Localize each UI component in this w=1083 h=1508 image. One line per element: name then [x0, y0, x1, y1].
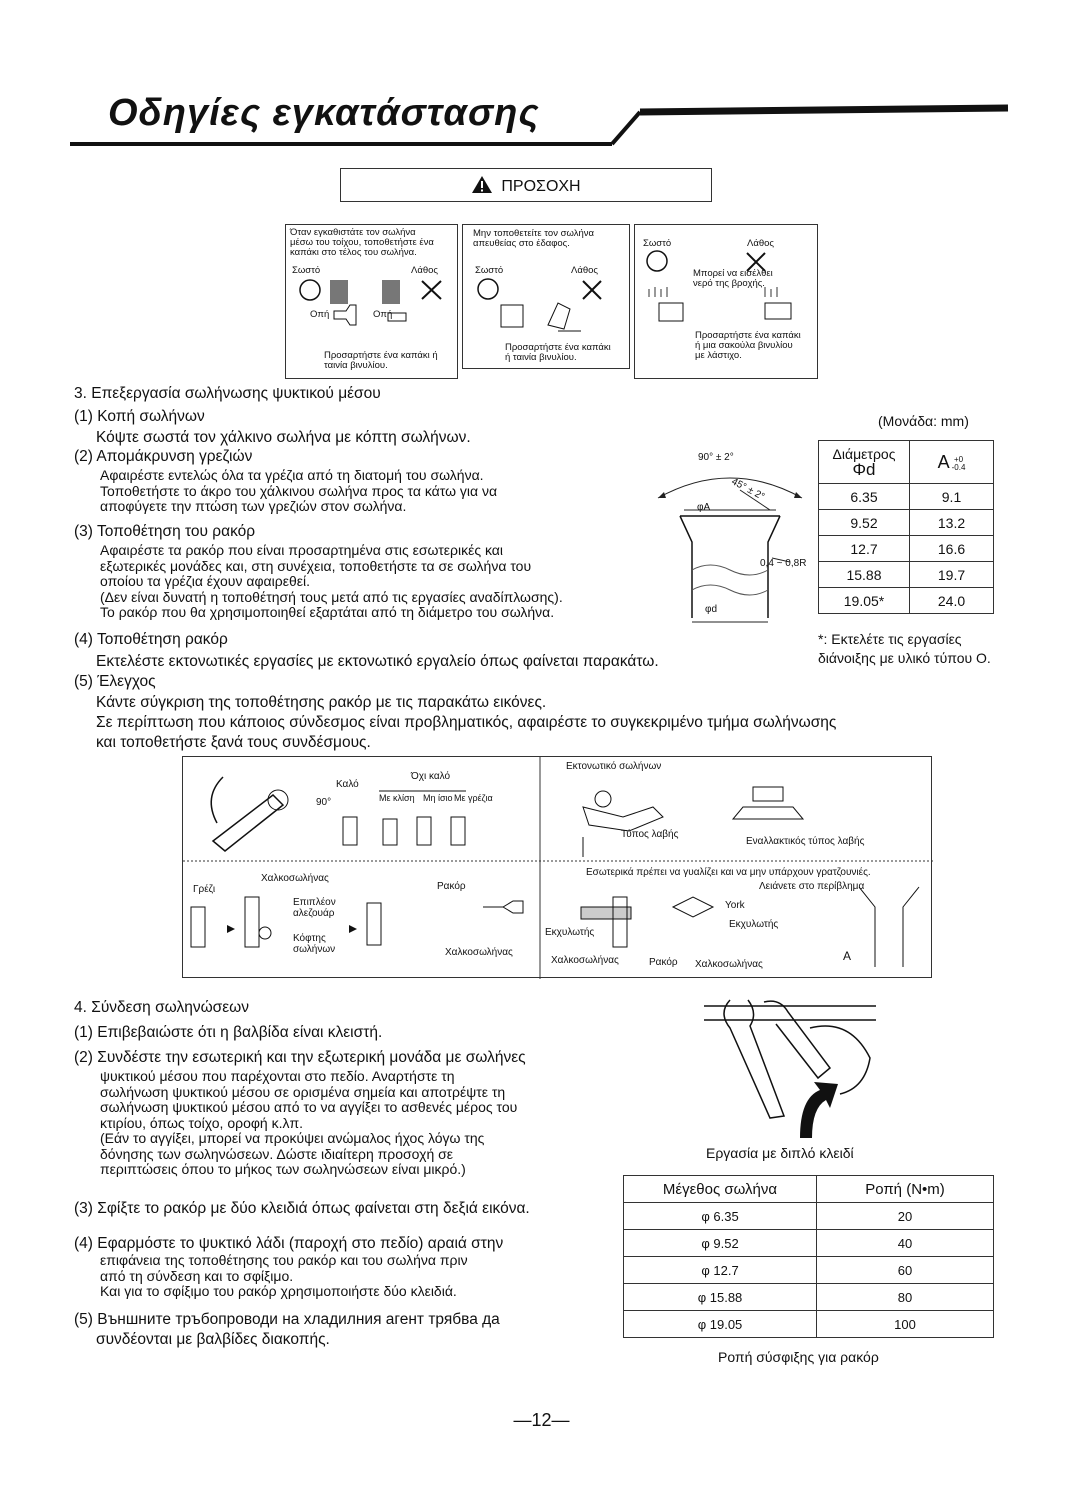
angle-top-label: 90° ± 2° — [698, 452, 734, 463]
table-cell: φ 6.35 — [624, 1203, 817, 1230]
table-cell: 6.35 — [819, 484, 910, 510]
table-cell: 60 — [817, 1257, 994, 1284]
caution-box-ground — [462, 224, 630, 369]
table-cell: φ 15.88 — [624, 1284, 817, 1311]
table-cell: φ 9.52 — [624, 1230, 817, 1257]
uneven-label: Μη ίσιο — [423, 793, 453, 803]
table-cell: 80 — [817, 1284, 994, 1311]
table-cell: 12.7 — [819, 536, 910, 562]
s4-4-text: επιφάνεια της τοποθέτησης του ρακόρ και του σωλήνα πριν από τη σύνδεση και το σφίξιμο. Και για το σφίξιμο του ρακόρ χρησιμοποιήστε δύο κλειδιά. — [100, 1252, 468, 1299]
copper-pipe-label: Χαλκοσωλήνας — [261, 873, 329, 884]
page-title: Οδηγίες εγκατάστασης — [108, 92, 540, 134]
flaring-illustrations — [182, 756, 932, 978]
section4-heading: 4. Σύνδεση σωληνώσεων — [74, 999, 249, 1016]
copper-pipe2-label: Χαλκοσωλήνας — [445, 947, 513, 958]
s3-4-text: Εκτελέστε εκτονωτικές εργασίες με εκτονωτικό εργαλείο όπως φαίνεται παρακάτω. — [96, 653, 659, 670]
smooth-label: Λειάνετε στο περίβλημα — [759, 881, 865, 892]
york-label: York — [725, 900, 745, 911]
radius-label: 0,4 ~ 0,8R — [760, 558, 807, 569]
alt-clutch-label: Εναλλακτικός τύπος λαβής — [746, 836, 865, 847]
phiA-label: φA — [697, 502, 711, 513]
box1-note: Προσαρτήστε ένα καπάκι ή ταινία βινυλίου. — [324, 350, 438, 371]
box1-hole2: Οπή — [373, 309, 393, 320]
warning-icon — [471, 175, 493, 194]
caution-box-rain — [634, 224, 818, 379]
box2-wrong: Λάθος — [571, 265, 598, 276]
flare-dimension-diagram — [640, 450, 820, 628]
s3-5-text: Κάντε σύγκριση της τοποθέτησης ρακόρ με τις παρακάτω εικόνες. Σε περίπτωση που κάποιος σύνδεσμος είναι προβληματικός, αφαιρέστε το συγκεκριμένο τμήμα σωλήνωσης και τοποθετήστε ξανά τους συνδέσμους. — [96, 694, 837, 751]
deg90-label: 90° — [316, 797, 332, 808]
col-diameter-header: Διάμετρος Φd — [819, 441, 910, 484]
s4-1: (1) Επιβεβαιώστε ότι η βαλβίδα είναι κλειστή. — [74, 1024, 383, 1041]
box3-wrong: Λάθος — [747, 238, 774, 249]
table-cell: 20 — [817, 1203, 994, 1230]
torque-caption: Ροπή σύσφιξης για ρακόρ — [718, 1349, 879, 1365]
page-number: —12— — [513, 1410, 570, 1430]
box3-note: Προσαρτήστε ένα καπάκι ή μια σακούλα βινυλίου με λάστιχο. — [695, 330, 801, 361]
s3-1-text: Κόψτε σωστά τον χάλκινο σωλήνα με κόπτη σωλήνων. — [96, 429, 471, 446]
caution-banner — [340, 168, 712, 202]
s4-4-title: (4) Εφαρμόστε το ψυκτικό λάδι (παροχή στο πεδίο) αραιά στην — [74, 1235, 504, 1252]
s3-5-title: (5) Έλεγχος — [74, 673, 156, 690]
s3-4-title: (4) Τοποθέτηση ρακόρ — [74, 631, 228, 648]
table-cell: 9.1 — [910, 484, 994, 510]
box2-correct: Σωστό — [475, 265, 504, 276]
box3-correct: Σωστό — [643, 238, 672, 249]
inside-note-label: Εσωτερικά πρέπει να γυαλίζει και να μην υπάρχουν γρατζουνιές. — [586, 867, 871, 878]
box1-text: Όταν εγκαθιστάτε τον σωλήνα μέσω του τοίχου, τοποθετήστε ένα καπάκι στο τέλος του σωλήνα. — [290, 227, 434, 258]
flaring-tool-label: Εκτονωτικό σωλήνων — [566, 761, 662, 772]
s4-3: (3) Σφίξτε το ρακόρ με δύο κλειδιά όπως φαίνεται στη δεξιά εικόνα. — [74, 1200, 530, 1217]
pipe-wall-illustration — [286, 275, 458, 335]
pipe-ground-illustration — [463, 275, 631, 335]
table-cell: 19.7 — [910, 562, 994, 588]
burr-label: Γρέζι — [193, 884, 216, 895]
not-good-label: Όχι καλό — [411, 771, 451, 782]
slanted-label: Με κλίση — [379, 793, 415, 803]
table-cell: 100 — [817, 1311, 994, 1338]
copper3-label: Χαλκοσωλήνας — [551, 955, 619, 966]
s3-1-title: (1) Κοπή σωλήνων — [74, 408, 205, 425]
expander2-label: Εκχυλωτής — [545, 927, 595, 938]
box2-text: Μην τοποθετείτε τον σωλήνα απευθείας στο έδαφος. — [473, 228, 594, 249]
flare-dimension-table — [818, 440, 994, 614]
table-footnote: *: Εκτελέτε τις εργασίες διάνοιξης με υλικό τύπου Ο. — [818, 631, 991, 666]
expander-label: Εκχυλωτής — [729, 919, 779, 930]
caution-box-wall — [285, 224, 458, 379]
table-cell: 15.88 — [819, 562, 910, 588]
wrench-caption: Εργασία με διπλό κλειδί — [706, 1145, 854, 1161]
burrs-label: Με γρέζια — [454, 793, 493, 803]
table-cell: 24.0 — [910, 588, 994, 614]
copper4-label: Χαλκοσωλήνας — [695, 959, 763, 970]
table-cell: 40 — [817, 1230, 994, 1257]
s4-5-text: συνδέονται με βαλβίδες διακοπής. — [96, 1331, 330, 1348]
a-label: A — [843, 949, 852, 963]
good-label: Καλό — [336, 779, 359, 790]
torque-col-torque: Ροπή (N•m) — [817, 1176, 994, 1203]
box3-rain: Μπορεί να εισέλθει νερό της βροχής. — [693, 268, 773, 289]
col-a-header: A +0 -0.4 — [910, 441, 994, 484]
s3-3-title: (3) Τοποθέτηση του ρακόρ — [74, 523, 256, 540]
torque-col-size: Μέγεθος σωλήνα — [624, 1176, 817, 1203]
s3-2-text: Αφαιρέστε εντελώς όλα τα γρέζια από τη διατομή του σωλήνα. Τοποθετήστε το άκρο του χάλκινου σωλήνα προς τα κάτω για να αποφύγετε την πτώση των γρεζιών στον σωλήνα. — [100, 467, 498, 514]
box1-hole1: Οπή — [310, 309, 330, 320]
table-cell: φ 19.05 — [624, 1311, 817, 1338]
box1-wrong: Λάθος — [411, 265, 438, 276]
s4-2-title: (2) Συνδέστε την εσωτερική και την εξωτερική μονάδα με σωλήνες — [74, 1049, 526, 1066]
angle-side-label: 45° ± 2° — [729, 476, 767, 503]
table-cell: 19.05* — [819, 588, 910, 614]
flare-nut-label: Ρακόρ — [437, 881, 466, 892]
header-rule — [0, 0, 1083, 160]
s4-5-title: (5) Външните тръбопроводи на хладилния агент трябва да — [74, 1311, 500, 1328]
box2-note: Προσαρτήστε ένα καπάκι ή ταινία βινυλίου. — [505, 342, 611, 363]
section3-heading: 3. Επεξεργασία σωλήνωσης ψυκτικού μέσου — [74, 385, 381, 402]
table-cell: 13.2 — [910, 510, 994, 536]
clutch-type-label: Τύπος λαβής — [621, 829, 679, 840]
s3-2-title: (2) Απομάκρυνση γρεζιών — [74, 448, 253, 465]
table-cell: 16.6 — [910, 536, 994, 562]
double-wrench-illustration — [700, 998, 880, 1143]
caution-label: ΠΡΟΣΟΧΗ — [501, 178, 581, 195]
phid-label: φd — [705, 604, 718, 615]
s3-3-text: Αφαιρέστε τα ρακόρ που είναι προσαρτημένα στις εσωτερικές και εξωτερικές μονάδες και, στη συνέχεια, τοποθετήστε τα σε σωλήνα του οποίου τα γρέζια έχουν αφαιρεθεί. (Δεν είναι δυνατή η τοποθέτησή τους μετά από τις εργασίες αναδίπλωσης). Το ρακόρ που θα χρησιμοποιηθεί εξαρτάται από τη διάμετρο του σωλήνα. — [100, 542, 563, 620]
s4-2-text: ψυκτικού μέσου που παρέχονται στο πεδίο. Αναρτήστε τη σωλήνωση ψυκτικού μέσου σε ορισμένα σημεία και αποτρέψτε τη σωλήνωση ψυκτικού μέσου από το να αγγίξει το ασθενές μέρος του κτιρίου, όπως τοίχο, οροφή κ.λπ. (Εάν το αγγίξει, μπορεί να προκύψει ανώμαλος ήχος λόγω της δόνησης των σωληνώσεων. Δώστε ιδιαίτερη προσοχή σε περιπτώσεις όπου το μήκος των σωληνώσεων είναι μικρό.) — [100, 1068, 518, 1177]
table-cell: φ 12.7 — [624, 1257, 817, 1284]
nut3-label: Ρακόρ — [649, 957, 678, 968]
torque-table — [623, 1175, 994, 1338]
box1-correct: Σωστό — [292, 265, 321, 276]
unit-label: (Μονάδα: mm) — [878, 413, 969, 429]
pipe-cutter-label: Κόφτης σωλήνων — [293, 933, 336, 955]
table-cell: 9.52 — [819, 510, 910, 536]
reamer-label: Επιπλέον αλεζουάρ — [293, 897, 336, 919]
